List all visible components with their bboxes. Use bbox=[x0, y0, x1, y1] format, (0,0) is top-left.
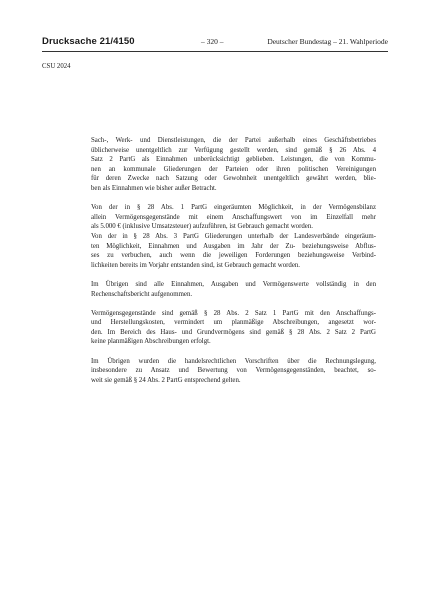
body-text bbox=[91, 136, 376, 395]
text-line: Vermögensgegenstände sind gemäß § 28 Abs. 2 Satz 1 PartG mit den Anschaffungs- bbox=[91, 309, 376, 317]
text-line: lichkeiten bereits im Vorjahr entstanden sind, ist Gebrauch gemacht worden. bbox=[91, 261, 300, 269]
text-line: für deren Zwecke nach Satzung oder Gewohnheit unentgeltlich gewährt werden, blie- bbox=[91, 175, 376, 183]
text-line: Im Übrigen wurden die handelsrechtlichen Vorschriften über die Rechnungslegung, bbox=[91, 357, 376, 365]
parliament-period: Deutscher Bundestag – 21. Wahlperiode bbox=[267, 37, 388, 46]
paragraph-completeness bbox=[91, 280, 376, 299]
text-line: keine planmäßigen Abschreibungen erfolgt. bbox=[91, 338, 211, 346]
text-line: Von der in § 28 Abs. 3 PartG Gliederungen unterhalb der Landesverbände eingeräum- bbox=[91, 232, 376, 240]
text-line: Satz 2 PartG als Einnahmen unberücksichtigt geblieben. Leistungen, die von Kommu- bbox=[91, 156, 376, 164]
page-header bbox=[42, 36, 388, 50]
text-line: als 5.000 € (inklusive Umsatzsteuer) aufzuführen, ist Gebrauch gemacht worden. bbox=[91, 223, 313, 231]
text-line: Von der in § 28 Abs. 1 PartG eingeräumten Möglichkeit, in der Vermögensbilanz bbox=[91, 204, 376, 212]
text-line: und Herstellungskosten, vermindert um planmäßige Abschreibungen, angesetzt wor- bbox=[91, 319, 376, 327]
party-label: CSU 2024 bbox=[42, 63, 71, 70]
text-line: Im Übrigen sind alle Einnahmen, Ausgaben und Vermögenswerte vollständig in den bbox=[91, 280, 376, 288]
paragraph-asset-balance bbox=[91, 203, 376, 270]
text-line: ses zu verbuchen, auch wenn die jeweiligen Forderungen beziehungsweise Verbind- bbox=[91, 252, 376, 260]
document-number: Drucksache 21/4150 bbox=[42, 36, 135, 47]
paragraph-commercial-law bbox=[91, 357, 376, 386]
text-line: ben als Einnahmen wie bisher außer Betracht. bbox=[91, 184, 217, 192]
paragraph-contributions-in-kind bbox=[91, 136, 376, 194]
text-line: üblicherweise unentgeltlich zur Verfügung gestellt werden, sind gemäß § 26 Abs. 4 bbox=[91, 146, 376, 154]
text-line: nen an kommunale Gliederungen der Parteien oder ihren politischen Vereinigungen bbox=[91, 165, 376, 173]
text-line: weit sie gemäß § 24 Abs. 2 PartG entsprechend gelten. bbox=[91, 376, 241, 384]
text-line: allein Vermögensgegenstände mit einem Anschaffungswert von im Einzelfall mehr bbox=[91, 213, 376, 221]
text-line: den. Im Bereich des Haus- und Grundvermögens sind gemäß § 28 Abs. 2 Satz 2 PartG bbox=[91, 328, 376, 336]
text-line: Sach-, Werk- und Dienstleistungen, die der Partei außerhalb eines Geschäftsbetriebes bbox=[91, 137, 376, 144]
paragraph-asset-valuation bbox=[91, 309, 376, 347]
page-number: – 320 – bbox=[201, 37, 224, 46]
header-rule bbox=[42, 51, 388, 52]
text-line: ten Möglichkeit, Einnahmen und Ausgaben im Jahr der Zu- beziehungsweise Abflus- bbox=[91, 242, 376, 250]
text-line: Rechenschaftsbericht aufgenommen. bbox=[91, 290, 193, 298]
text-line: insbesondere zu Ansatz und Bewertung von Vermögensgegenständen, beachtet, so- bbox=[91, 367, 376, 375]
